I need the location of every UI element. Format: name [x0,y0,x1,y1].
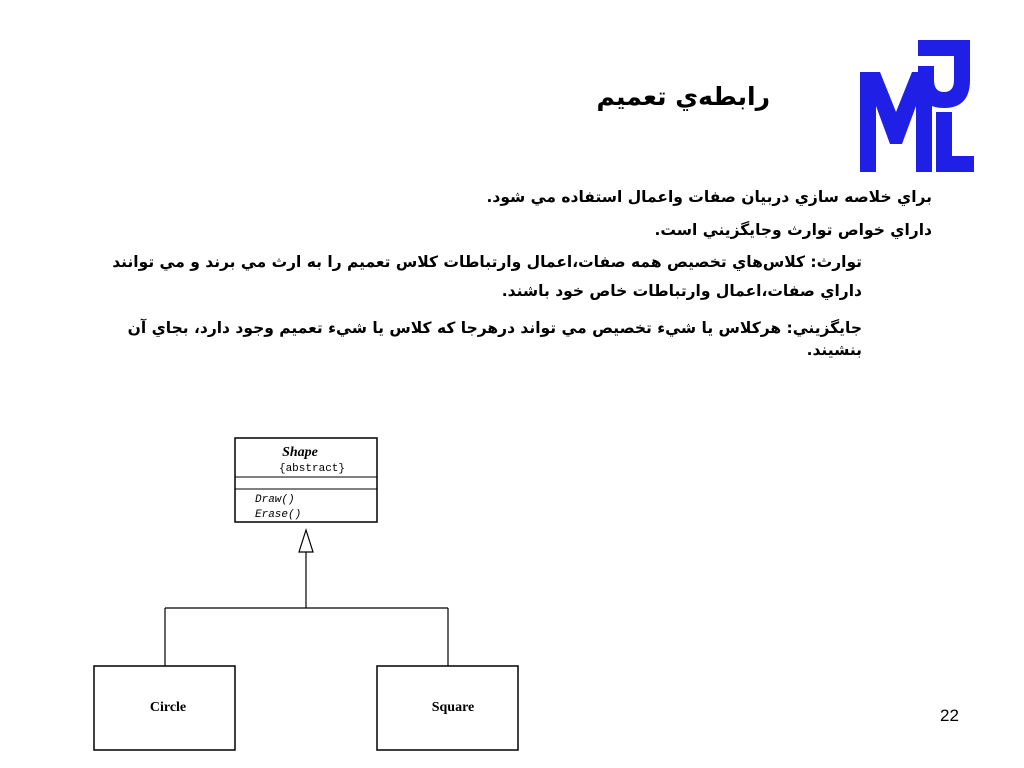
logo-letter-m [860,72,932,172]
uml-class-diagram [90,436,530,752]
shape-operation: Erase() [255,509,302,521]
shape-stereotype: {abstract} [278,463,346,475]
page-number: 22 [940,706,959,725]
square-class-box [377,666,518,750]
bullet-item: داراي خواص توارث وجايگزيني است. [654,221,932,239]
shape-class-box [235,438,377,522]
circle-class-name: Circle [149,700,187,715]
uml-logo [858,36,976,176]
bullet-list [80,186,932,372]
circle-class-box [94,666,235,750]
bullet-item: جايگزيني: هركلاس يا شيء تخصيص مي تواند درهرجا كه كلاس يا شيء تعميم وجود دارد، بجاي آن بنشيند. [127,319,862,359]
shape-operation: Draw() [255,494,295,506]
slide-title: رابطه‌ي تعميم [596,82,770,111]
generalization-arrow [165,530,448,666]
square-class-name: Square [431,700,475,715]
bullet-item: براي خلاصه سازي دربيان صفات واعمال استفاده مي شود. [486,188,932,206]
logo-letter-l [936,112,974,172]
inheritance-triangle-icon [299,530,313,552]
shape-class-name: Shape [282,445,318,460]
bullet-item: توارث: كلاس‌هاي تخصيص همه صفات،اعمال وارتباطات كلاس تعميم را به ارث مي برند و مي توانند داراي صفات،اعمال وارتباطات خاص خود باشند. [112,253,862,300]
